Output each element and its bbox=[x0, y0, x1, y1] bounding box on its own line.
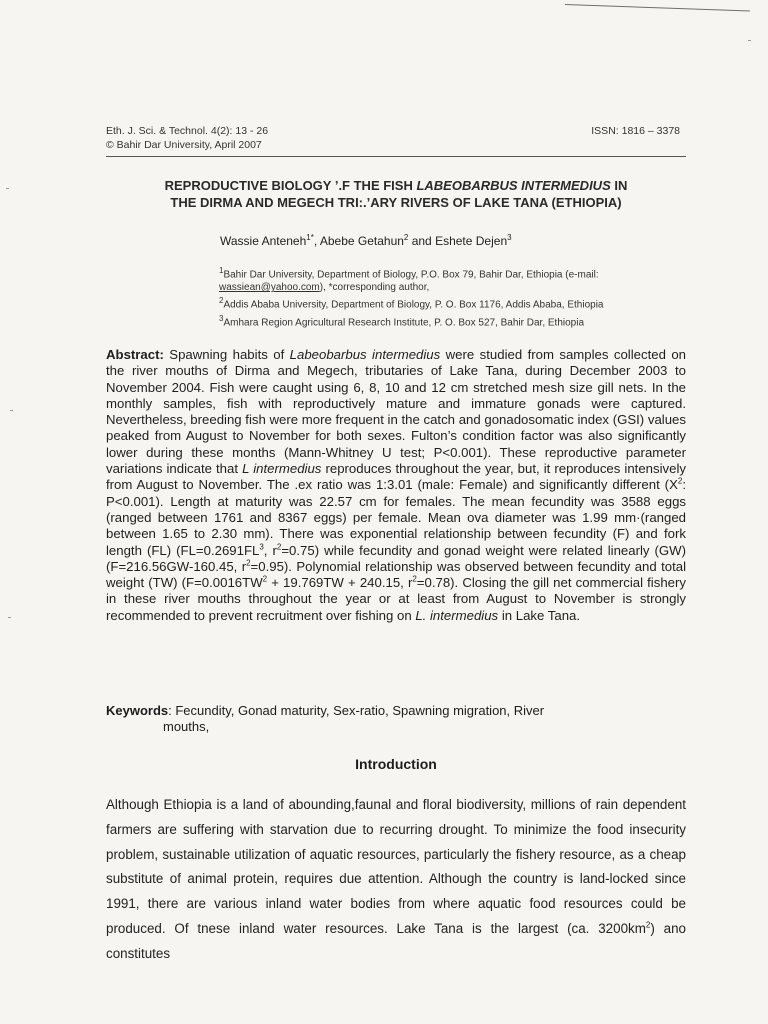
affiliation-3-sup: 3 bbox=[219, 313, 224, 323]
title-suffix: IN bbox=[610, 178, 628, 193]
superscript: 2 bbox=[276, 542, 282, 552]
affiliation-1-text: Bahir Dar University, Department of Biology, P.O. Box 79, Bahir Dar, Ethiopia (e-mail: bbox=[223, 269, 599, 281]
scan-speck bbox=[10, 410, 13, 411]
species-name: L intermedius bbox=[242, 461, 322, 477]
scan-speck bbox=[8, 617, 11, 618]
abstract-text: in Lake Tana. bbox=[498, 607, 581, 623]
introduction-text: Although Ethiopia is a land of abounding,faunal and floral biodiversity, millions of rain dependent farmers are suffering with starvation due to recurring drought. To minimize the food insecurity problem, sustainable utilization of aquatic resources, particularly the fishery resource, as a cheap substitute of animal protein, requires due attention. Although the country is land-locked since 1991, there are various inland water bodies from where aquatic food resources could be produced. Of tnese inland water resources. Lake Tana is the largest (ca. 3200km bbox=[106, 797, 686, 936]
superscript: 2 bbox=[246, 558, 251, 568]
species-name: L. intermedius bbox=[415, 607, 499, 623]
author-2: , Abebe Getahun bbox=[313, 234, 404, 248]
keywords-label: Keywords bbox=[106, 703, 169, 718]
affiliation-2-sup: 2 bbox=[219, 296, 224, 306]
abstract-text: : P<0.001). Length at maturity was 22.57 cm for females. The mean fecundity was 3588 eggs (ranged between 1761 and 8367 eggs) per female. Mean ova diameter was 1.99 mm·(ranged between 1.65 to 2.30 mm). There was exponential relationship between fecundity (F) and fork length (FL) (FL=0.2691FL bbox=[106, 477, 686, 558]
issn: ISSN: 1816 – 3378 bbox=[591, 125, 680, 137]
abstract-label: Abstract: bbox=[106, 347, 164, 362]
affiliation-3 bbox=[219, 312, 681, 329]
author-email-link[interactable]: wassiean@yahoo.com bbox=[219, 282, 320, 294]
introduction-paragraph bbox=[106, 793, 686, 967]
abstract bbox=[106, 347, 686, 624]
author-3: and Eshete Dejen bbox=[408, 234, 508, 248]
abstract-text: =0.78). Closing the gill net commercial fishery in these river mouths throughout the year or at least from August to November is strongly recommended to prevent recruitment over fishing on bbox=[106, 575, 686, 623]
abstract-text: were studied from samples collected on the river mouths of Dirma and Megech, tributaries of Lake Tana, during December 2003 to November 2004. Fish were caught using 6, 8, 10 and 12 cm stretched mesh size gill nets. In the monthly samples, fish with reproductively mature and immature gonads were captured. Nevertheless, breeding fish were more frequent in the catch and gonadosomatic index (GSI) values peaked from August to November for both sexes. Fulton’s condition factor was also significantly lower during these months (Mann-Whitney U test; P<0.001). These reproductive parameter variations indicate that bbox=[106, 347, 687, 477]
keywords-list: : Fecundity, Gonad maturity, Sex-ratio, Spawning migration, River bbox=[168, 703, 545, 718]
citation-block bbox=[106, 124, 268, 152]
publisher-line: © Bahir Dar University, April 2007 bbox=[106, 139, 262, 151]
section-heading-introduction: Introduction bbox=[355, 756, 437, 772]
author-list bbox=[220, 233, 512, 248]
affiliation-1 bbox=[219, 264, 681, 294]
author-1: Wassie Anteneh bbox=[220, 234, 307, 248]
affiliations bbox=[219, 264, 681, 329]
author-3-sup: 3 bbox=[507, 233, 512, 242]
abstract-text: =0.95). Polynomial relationship was observed between fecundity and total weight (TW) (F=0.0016TW bbox=[106, 558, 686, 591]
abstract-text: =0.75) while fecundity and gonad weight were related linearly (GW) (F=216.56GW-160.45, r bbox=[106, 542, 686, 574]
scan-speck bbox=[6, 188, 9, 189]
journal-citation: Eth. J. Sci. & Technol. 4(2): 13 - 26 bbox=[106, 125, 269, 137]
author-1-sup: 1* bbox=[306, 233, 314, 242]
abstract-text: Spawning habits of bbox=[163, 347, 290, 362]
superscript: 2 bbox=[412, 574, 417, 584]
title-prefix: REPRODUCTIVE BIOLOGY ’.F THE FISH bbox=[164, 178, 417, 193]
affiliation-2 bbox=[219, 294, 681, 311]
abstract-text: + 19.769TW + 240.15, r bbox=[267, 575, 413, 591]
affiliation-3-text: Amhara Region Agricultural Research Institute, P. O. Box 527, Bahir Dar, Ethiopia bbox=[223, 316, 585, 328]
scan-speck bbox=[748, 40, 751, 41]
superscript: 2 bbox=[677, 476, 683, 486]
title-line-1 bbox=[106, 177, 686, 194]
introduction-text: ) ano constitutes bbox=[106, 920, 686, 961]
superscript: 2 bbox=[645, 920, 651, 930]
title-species: LABEOBARBUS INTERMEDIUS bbox=[416, 178, 611, 193]
affiliation-1-tail: ), *corresponding author, bbox=[319, 282, 430, 294]
title-line-2: THE DIRMA AND MEGECH TRI:.’ARY RIVERS OF LAKE TANA (ETHIOPIA) bbox=[170, 195, 622, 210]
keywords-list-continued: mouths, bbox=[163, 719, 210, 734]
affiliation-2-text: Addis Ababa University, Department of Biology, P. O. Box 1176, Addis Ababa, Ethiopia bbox=[223, 299, 604, 311]
scan-artifact-line bbox=[565, 4, 750, 11]
abstract-text: , r bbox=[263, 542, 277, 558]
abstract-text: reproduces throughout the year, but, it reproduces intensively from August to November. The .ex ratio was 1:3.01 (male: Female) and significantly different (X bbox=[106, 461, 686, 493]
superscript: 2 bbox=[262, 574, 268, 584]
affiliation-1-sup: 1 bbox=[219, 266, 224, 275]
species-name: Labeobarbus intermedius bbox=[289, 347, 441, 362]
header-divider bbox=[106, 156, 686, 157]
superscript: 3 bbox=[259, 542, 264, 552]
keywords bbox=[106, 703, 686, 735]
author-2-sup: 2 bbox=[403, 233, 409, 242]
paper-title bbox=[106, 177, 686, 211]
